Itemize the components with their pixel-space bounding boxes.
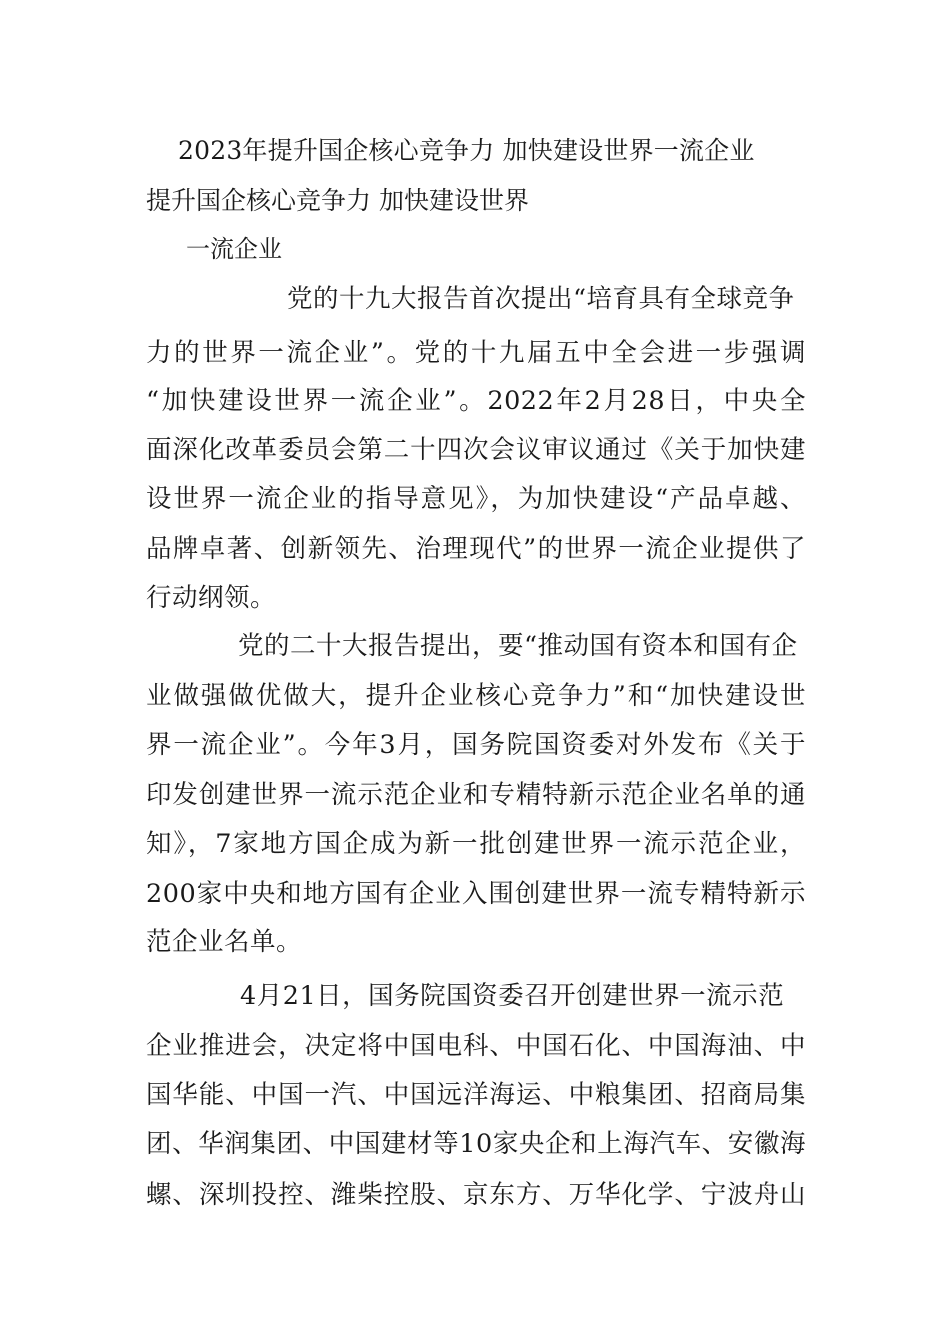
paragraph-line: 党的十九大报告首次提出“培育具有全球竞争 [287,284,795,314]
paragraph-line: 螺、深圳投控、潍柴控股、京东方、万华化学、宁波舟山 [146,1180,806,1210]
paragraph-line: 团、华润集团、中国建材等10家央企和上海汽车、安徽海 [146,1129,806,1159]
paragraph-line: 知》，7家地方国企成为新一批创建世界一流示范企业， [146,829,806,859]
paragraph-line: 界一流企业”。今年3月，国务院国资委对外发布《关于 [146,730,806,760]
paragraph-line: 面深化改革委员会第二十四次会议审议通过《关于加快建 [146,435,806,465]
paragraph-line: 党的二十大报告提出，要“推动国有资本和国有企 [238,631,798,661]
document-title-line-2: 提升国企核心竞争力 加快建设世界 [146,186,529,215]
document-title-line-3: 一流企业 [186,235,282,263]
paragraph-line: 业做强做优做大，提升企业核心竞争力”和“加快建设世 [146,681,806,711]
paragraph-line: 企业推进会，决定将中国电科、中国石化、中国海油、中 [146,1031,806,1061]
paragraph-line: 品牌卓著、创新领先、治理现代”的世界一流企业提供了 [146,534,806,564]
paragraph-line: 行动纲领。 [146,583,277,613]
paragraph-line: 设世界一流企业的指导意见》，为加快建设“产品卓越、 [146,484,806,514]
paragraph-line: 印发创建世界一流示范企业和专精特新示范企业名单的通 [146,780,806,810]
paragraph-line: 200家中央和地方国有企业入围创建世界一流专精特新示 [146,879,806,909]
paragraph-line: 范企业名单。 [146,927,303,957]
paragraph-line: “加快建设世界一流企业”。2022年2月28日，中央全 [146,386,806,416]
paragraph-line: 4月21日，国务院国资委召开创建世界一流示范 [240,981,785,1011]
document-title-line-1: 2023年提升国企核心竞争力 加快建设世界一流企业 [178,136,755,165]
paragraph-line: 力的世界一流企业”。党的十九届五中全会进一步强调 [146,338,806,368]
paragraph-line: 国华能、中国一汽、中国远洋海运、中粮集团、招商局集 [146,1080,806,1110]
